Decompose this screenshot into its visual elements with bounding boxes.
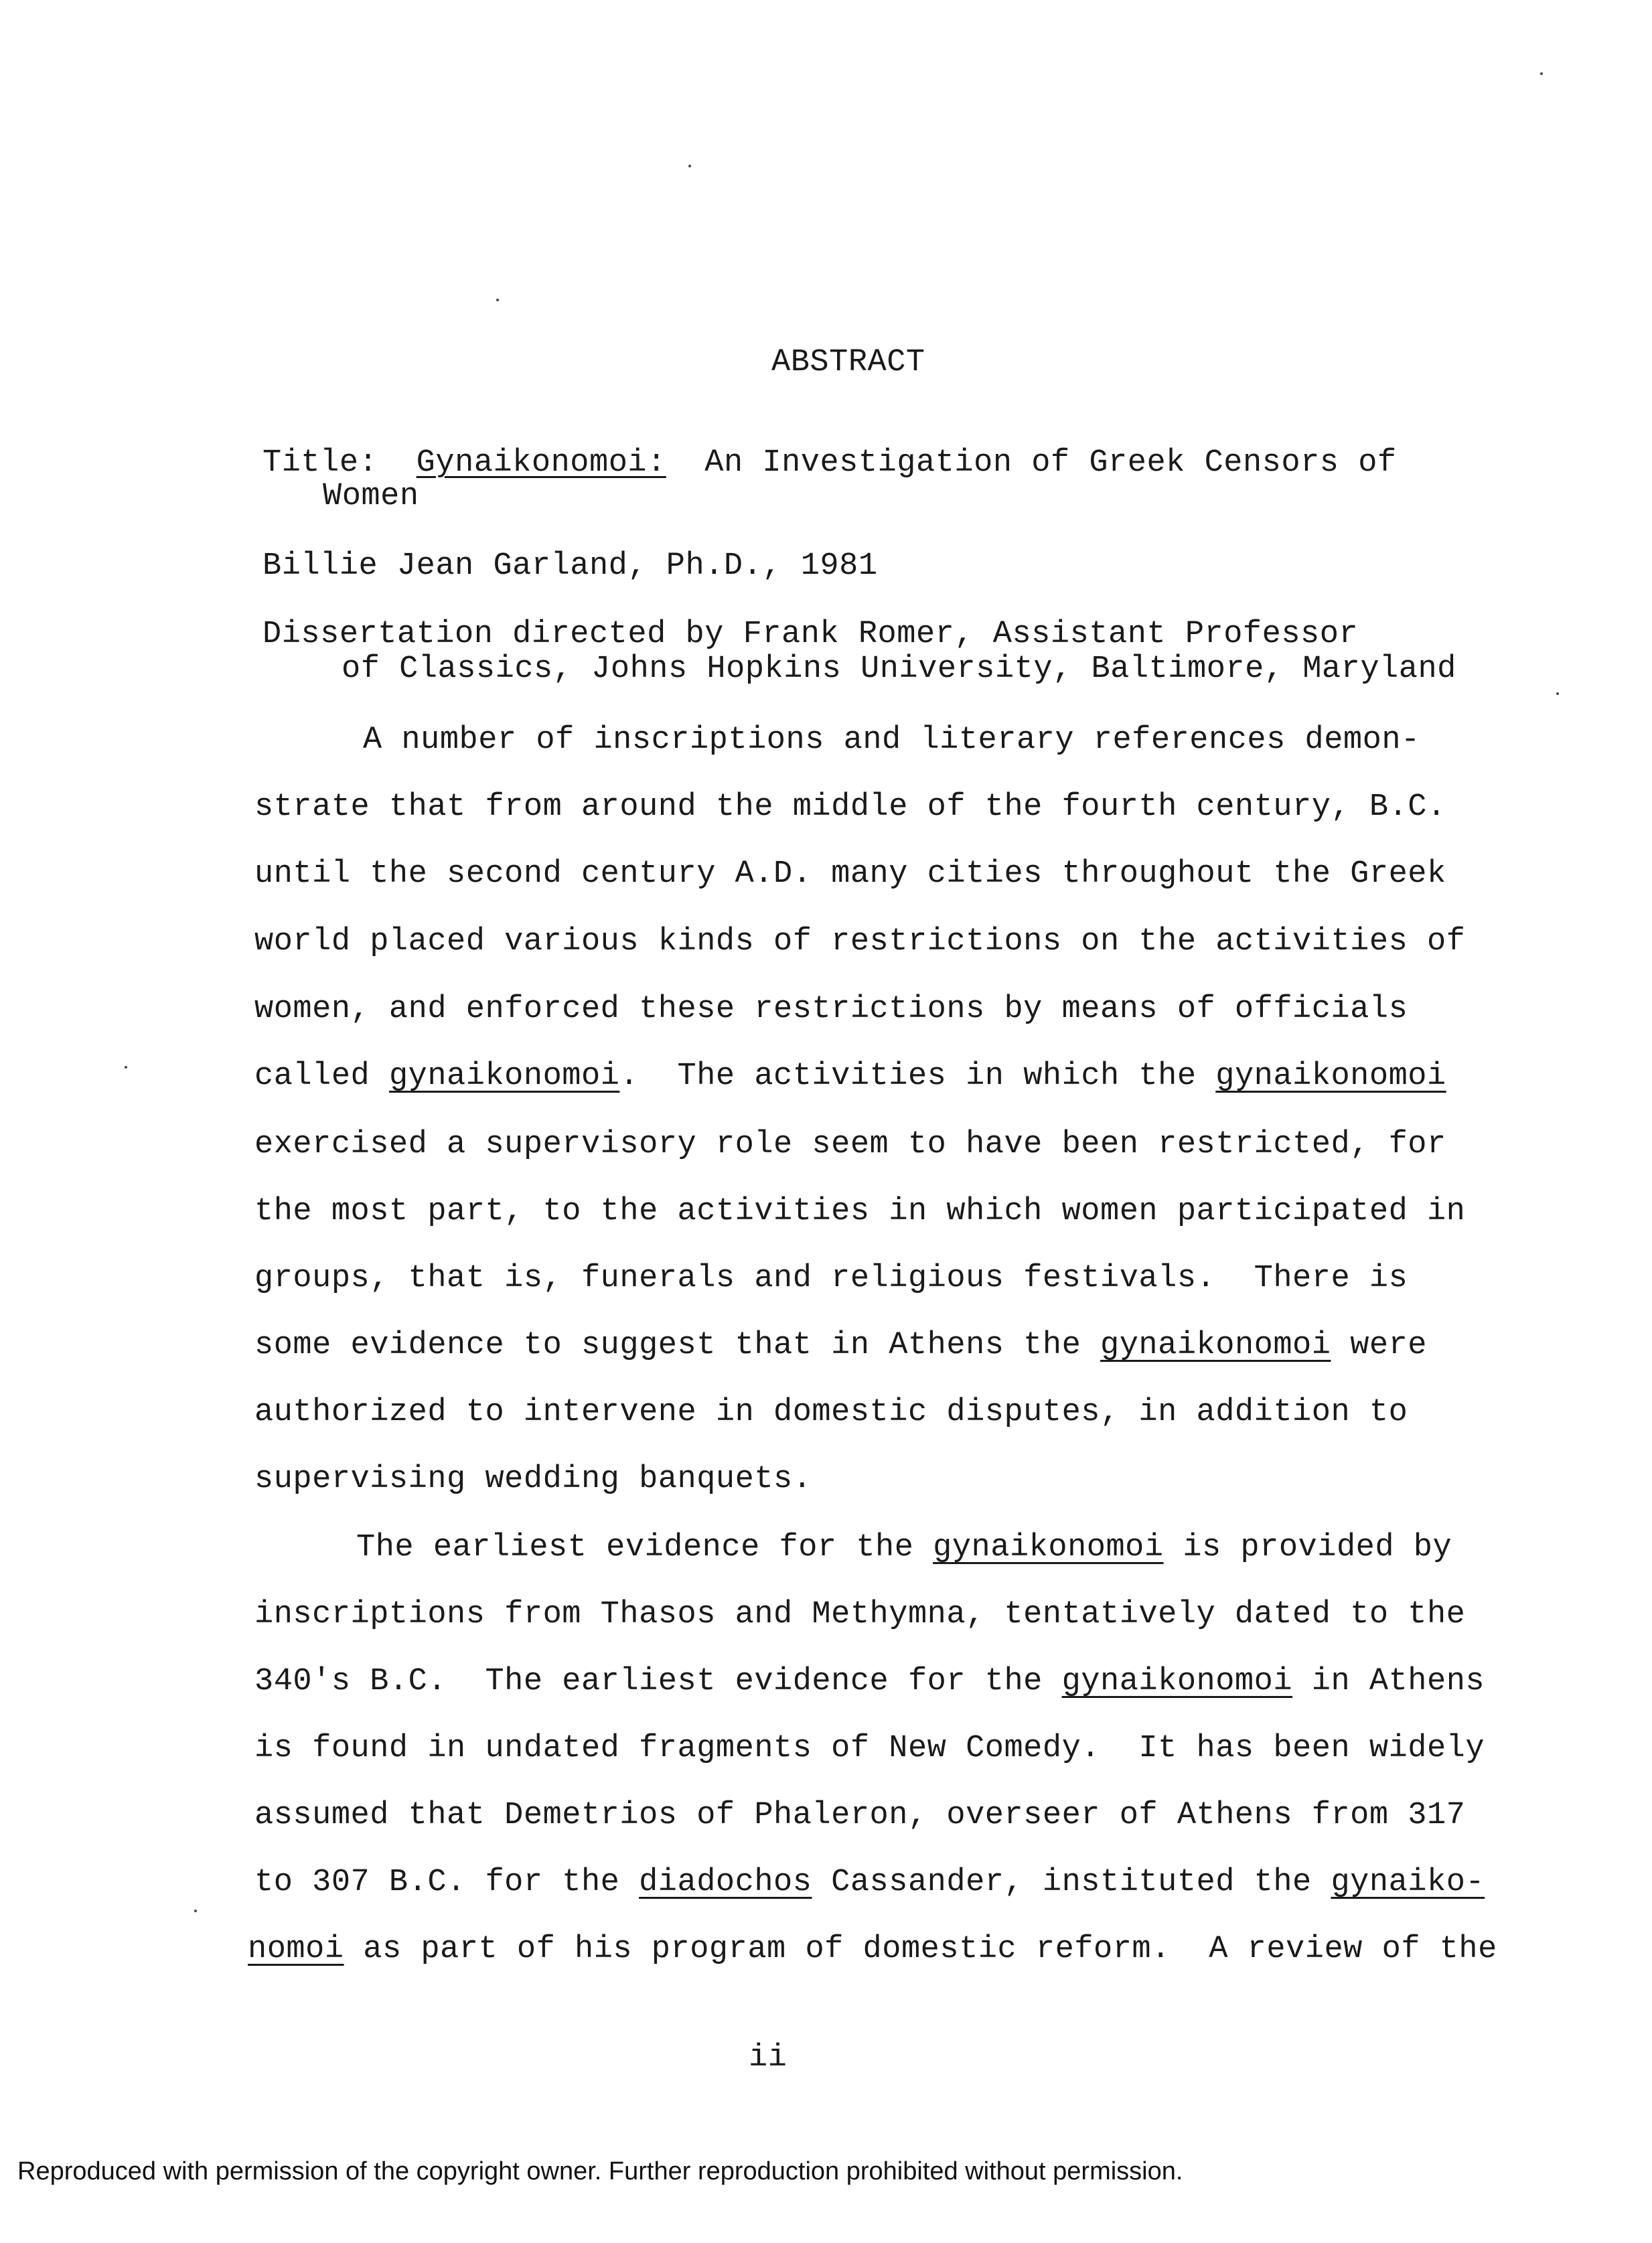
paragraph-2-line: inscriptions from Thasos and Methymna, tentatively dated to the [254,1597,1466,1632]
italic-term: gynaikonomoi [1215,1059,1446,1094]
italic-term: gynaikonomoi [1100,1328,1331,1363]
text-segment: to 307 B.C. for the [254,1865,640,1900]
text-segment: were [1331,1328,1428,1363]
italic-term: gynaikonomoi [388,1059,620,1094]
scan-speck [125,1066,127,1069]
text-segment: some evidence to suggest that in Athens the [254,1328,1101,1363]
paragraph-1-line: A number of inscriptions and literary references demon- [363,722,1420,758]
text-segment: 340's B.C. The earliest evidence for the [254,1664,1062,1699]
italic-term: nomoi [248,1932,344,1967]
title-keyword: Gynaikonomoi: [416,445,666,481]
scan-speck [194,1910,197,1912]
paragraph-2-line: is found in undated fragments of New Comedy. It has been widely [254,1731,1485,1766]
paragraph-1-line [254,1330,1427,1361]
paragraph-1-line: women, and enforced these restrictions by means of officials [254,992,1408,1027]
text-segment: in Athens [1292,1664,1485,1699]
paragraph-1-line: until the second century A.D. many cities throughout the Greek [254,856,1446,892]
paragraph-2-line [254,1867,1485,1898]
abstract-heading: ABSTRACT [771,345,925,380]
title-continuation: Women [323,479,419,514]
text-segment: called [254,1059,389,1094]
paragraph-1-line: world placed various kinds of restrictions on the activities of [254,924,1466,959]
paragraph-2-line: assumed that Demetrios of Phaleron, overseer of Athens from 317 [254,1798,1466,1833]
paragraph-2-line [248,1934,1497,1965]
paragraph-2-line [254,1666,1485,1697]
paragraph-1-line: supervising wedding banquets. [254,1462,812,1497]
text-segment: Cassander, instituted the [812,1865,1331,1900]
paragraph-2-line [356,1532,1452,1563]
text-segment: as part of his program of domestic reform. A review of the [344,1932,1497,1967]
italic-term: gynaikonomoi [933,1530,1164,1565]
director-line-1: Dissertation directed by Frank Romer, Assistant Professor [262,617,1359,652]
paragraph-1-line: authorized to intervene in domestic disputes, in addition to [254,1395,1408,1430]
title-line [262,447,1397,479]
director-line-2: of Classics, Johns Hopkins University, Baltimore, Maryland [342,651,1456,687]
scan-speck [688,165,691,167]
author-line: Billie Jean Garland, Ph.D., 1981 [262,548,878,584]
italic-term: diadochos [639,1865,812,1900]
paragraph-1-line: strate that from around the middle of the fourth century, B.C. [254,789,1446,825]
paragraph-1-line: the most part, to the activities in which women participated in [254,1194,1466,1229]
scan-speck [1540,72,1543,75]
scan-speck [496,299,499,301]
scan-speck [1556,692,1559,695]
text-segment: . The activities in which the [619,1059,1216,1094]
paragraph-1-line: exercised a supervisory role seem to have been restricted, for [254,1127,1446,1162]
italic-term: gynaiko- [1331,1865,1485,1900]
text-segment: is provided by [1163,1530,1452,1565]
italic-term: gynaikonomoi [1061,1664,1293,1699]
copyright-footer: Reproduced with permission of the copyright owner. Further reproduction prohibited without permission. [17,2157,1183,2185]
title-label: Title: [262,445,378,481]
paragraph-1-line [254,1061,1446,1092]
paragraph-1-line: groups, that is, funerals and religious festivals. There is [254,1261,1408,1296]
title-rest: An Investigation of Greek Censors of [704,445,1397,481]
text-segment: The earliest evidence for the [356,1530,933,1565]
page-number: ii [749,2040,787,2076]
